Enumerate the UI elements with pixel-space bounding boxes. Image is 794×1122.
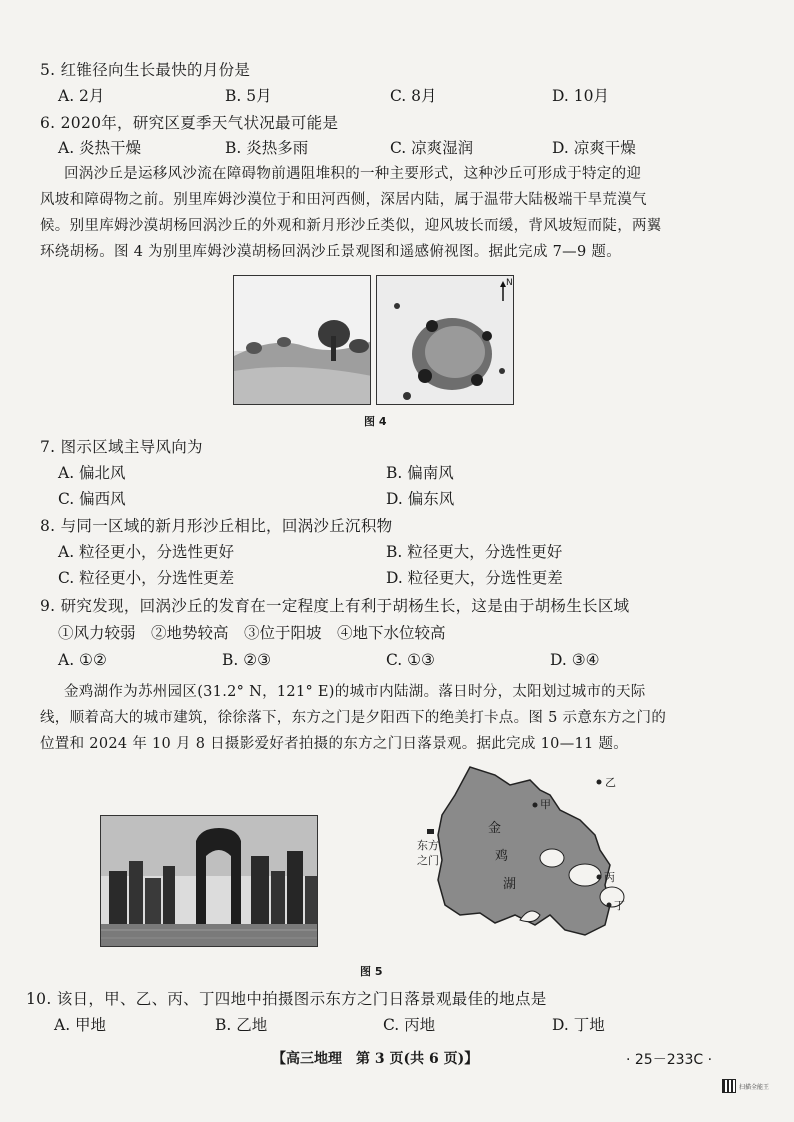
q6-option-b: B. 炎热多雨 xyxy=(225,139,309,157)
q10-option-c: C. 丙地 xyxy=(383,1016,436,1034)
paper-code: · 25－233C · xyxy=(626,1052,713,1068)
passage1-line-3: 候。别里库姆沙漠胡杨回涡沙丘的外观和新月形沙丘类似，迎风坡长而缓，背风坡短而陡，两翼 xyxy=(40,218,662,234)
passage2-line-3: 位置和 2024 年 10 月 8 日摄影爱好者拍摄的东方之门日落景观。据此完成 10—11 题。 xyxy=(40,736,629,752)
q10-option-b: B. 乙地 xyxy=(215,1016,268,1034)
fig4-caption: 图 4 xyxy=(364,415,387,428)
q9-option-a: A. ①② xyxy=(58,651,107,669)
q9-option-b: B. ②③ xyxy=(222,651,272,669)
q8-stem: 8. 与同一区域的新月形沙丘相比，回涡沙丘沉积物 xyxy=(40,517,393,535)
point-yi-label: 乙 xyxy=(605,776,616,789)
passage1-line-2: 风坡和障碍物之前。别里库姆沙漠位于和田河西侧，深居内陆，属于温带大陆极端干旱荒漠气 xyxy=(40,192,647,208)
fig4-remote-sensing-photo xyxy=(376,275,514,405)
fig5-lake-map xyxy=(400,765,650,955)
q7-option-b: B. 偏南风 xyxy=(386,464,454,482)
lake-char-3: 湖 xyxy=(503,877,517,892)
gate-label-line-2: 之门 xyxy=(417,854,439,867)
page-footer: 【高三地理 第 3 页(共 6 页)】 xyxy=(272,1051,479,1067)
q5-option-b: B. 5月 xyxy=(225,87,272,105)
q6-stem: 6. 2020年，研究区夏季天气状况最可能是 xyxy=(40,114,339,132)
point-jia-label: 甲 xyxy=(540,798,551,811)
q6-option-a: A. 炎热干燥 xyxy=(58,139,142,157)
q7-stem: 7. 图示区域主导风向为 xyxy=(40,438,203,456)
q9-option-d: D. ③④ xyxy=(550,651,600,669)
q9-option-c: C. ①③ xyxy=(386,651,435,669)
qr-code-icon xyxy=(722,1079,736,1093)
point-ding-label: 丁 xyxy=(614,899,625,912)
passage1-line-1: 回涡沙丘是运移风沙流在障碍物前遇阻堆积的一种主要形式，这种沙丘可形成于特定的迎 xyxy=(64,166,642,182)
q6-option-d: D. 凉爽干燥 xyxy=(552,139,636,157)
north-label: N xyxy=(506,278,513,288)
point-bing-label: 丙 xyxy=(604,871,615,884)
gate-label-line-1: 东方 xyxy=(417,839,439,852)
fig5-caption: 图 5 xyxy=(360,965,383,978)
q7-option-a: A. 偏北风 xyxy=(58,464,126,482)
q8-option-b: B. 粒径更大，分选性更好 xyxy=(386,543,563,561)
lake-char-1: 金 xyxy=(488,821,502,836)
q10-option-a: A. 甲地 xyxy=(54,1016,107,1034)
passage2-line-1: 金鸡湖作为苏州园区(31.2° N，121° E)的城市内陆湖。落日时分，太阳划过城市的天际 xyxy=(64,684,646,700)
lake-char-2: 鸡 xyxy=(495,849,509,864)
q7-option-c: C. 偏西风 xyxy=(58,490,126,508)
q7-option-d: D. 偏东风 xyxy=(386,490,455,508)
q10-stem: 10. 该日，甲、乙、丙、丁四地中拍摄图示东方之门日落景观最佳的地点是 xyxy=(26,990,547,1008)
q8-option-d: D. 粒径更大，分选性更差 xyxy=(386,569,563,587)
q6-option-c: C. 凉爽湿润 xyxy=(390,139,474,157)
passage1-line-4: 环绕胡杨。图 4 为别里库姆沙漠胡杨回涡沙丘景观图和遥感俯视图。据此完成 7—9 题。 xyxy=(40,244,622,260)
scanner-watermark: 扫描全能王 xyxy=(739,1084,770,1091)
q5-option-d: D. 10月 xyxy=(552,87,609,105)
q10-option-d: D. 丁地 xyxy=(552,1016,605,1034)
q5-option-c: C. 8月 xyxy=(390,87,437,105)
q8-option-c: C. 粒径更小，分选性更差 xyxy=(58,569,235,587)
q9-items: ①风力较弱 ②地势较高 ③位于阳坡 ④地下水位较高 xyxy=(58,624,446,642)
q5-stem: 5. 红锥径向生长最快的月份是 xyxy=(40,61,251,79)
q8-option-a: A. 粒径更小，分选性更好 xyxy=(58,543,235,561)
q9-stem: 9. 研究发现，回涡沙丘的发育在一定程度上有利于胡杨生长，这是由于胡杨生长区域 xyxy=(40,597,630,615)
fig4-landscape-photo xyxy=(233,275,371,405)
fig5-sunset-photo xyxy=(100,815,318,947)
q5-option-a: A. 2月 xyxy=(58,87,105,105)
passage2-line-2: 线，顺着高大的城市建筑，徐徐落下，东方之门是夕阳西下的绝美打卡点。图 5 示意东方之门的 xyxy=(40,710,667,726)
